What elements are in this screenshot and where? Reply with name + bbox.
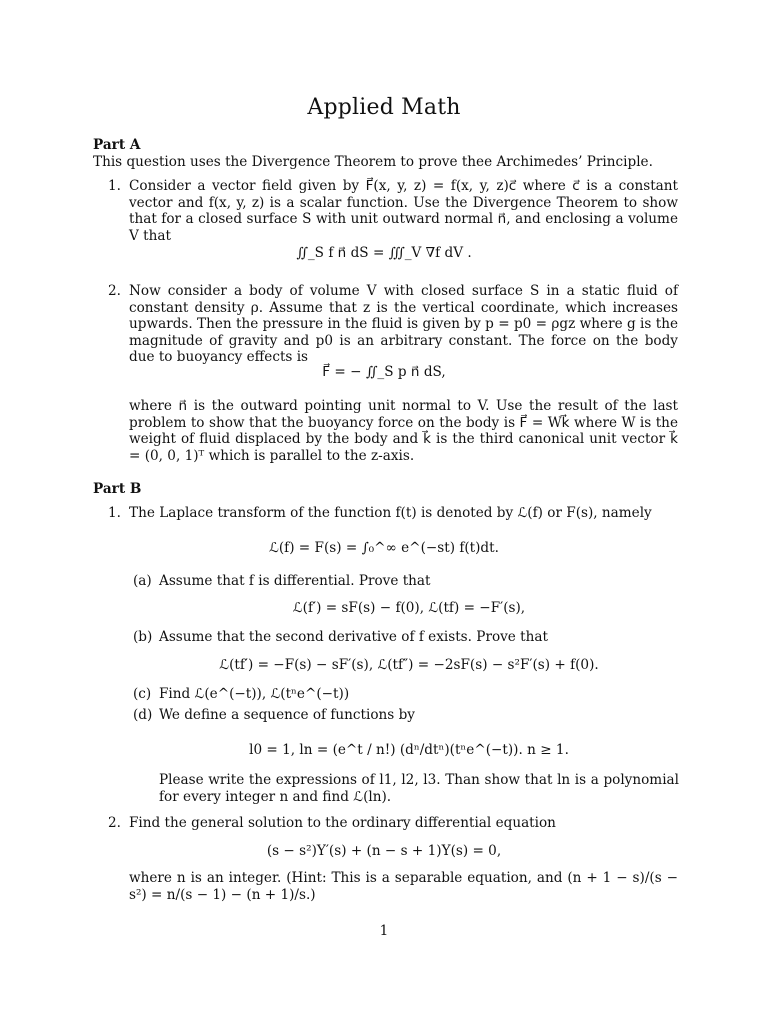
laplace-definition-equation: ℒ(f) = F(s) = ∫₀^∞ e^(−st) f(t)dt.	[269, 540, 499, 556]
part-a-heading: Part A	[93, 137, 141, 153]
subquestion-label: (c)	[133, 686, 152, 702]
question-text: where n is an integer. (Hint: This is a separable equation, and (n + 1 − s)/(s − s²) = n/(s − 1) − (n + 1)/s.)	[129, 870, 678, 903]
question-text: Find the general solution to the ordinary differential equation	[129, 815, 556, 831]
subquestion-c	[133, 686, 678, 703]
ode-equation: (s − s²)Y′(s) + (n − s + 1)Y(s) = 0,	[266, 843, 502, 859]
question-text: The Laplace transform of the function f(t) is denoted by ℒ(f) or F(s), namely	[129, 505, 652, 521]
part-a-intro: This question uses the Divergence Theorem to prove thee Archimedes’ Principle.	[93, 154, 653, 170]
subquestion-b-equation: ℒ(tf′) = −F(s) − sF′(s), ℒ(tf″) = −2sF(s) − s²F′(s) + f(0).	[219, 657, 599, 673]
question-number: 1.	[108, 178, 121, 194]
subquestion-a-equation: ℒ(f′) = sF(s) − f(0), ℒ(tf) = −F′(s),	[292, 600, 526, 616]
question-text: Now consider a body of volume V with closed surface S in a static fluid of constant density ρ. Assume that z is the vertical coordinate, which increases upwards. Then the pressure in the fluid is given by p = p0 = ρgz where g is the magnitude of gravity and p0 is an arbitrary constant. The force on the body due to buoyancy effects is	[129, 283, 678, 365]
subquestion-text: Assume that f is differential. Prove that	[159, 573, 431, 589]
subquestion-d-continued: Please write the expressions of l1, l2, l3. Than show that ln is a polynomial for every integer n and find ℒ(ln).	[159, 772, 679, 805]
question-number: 2.	[108, 283, 121, 299]
question-text: where n⃗ is the outward pointing unit normal to V. Use the result of the last problem to show that the buoyancy force on the body is F⃗ = Wk⃗ where W is the weight of fluid displaced by the body and k⃗ is the third canonical unit vector k⃗ = (0, 0, 1)ᵀ which is parallel to the z-axis.	[129, 398, 678, 464]
subquestion-text: Assume that the second derivative of f exists. Prove that	[159, 629, 548, 645]
buoyancy-force-equation: F⃗ = − ∬_S p n⃗ dS,	[322, 364, 446, 380]
subquestion-a	[133, 573, 678, 590]
subquestion-label: (b)	[133, 629, 153, 645]
divergence-equation: ∬_S f n⃗ dS = ∭_V ∇f dV .	[296, 245, 472, 261]
subquestion-text: We define a sequence of functions by	[159, 707, 415, 723]
subquestion-text: Find ℒ(e^(−t)), ℒ(tⁿe^(−t))	[159, 686, 350, 702]
subquestion-b	[133, 629, 678, 646]
page-number: 1	[379, 923, 389, 939]
document-title: Applied Math	[307, 95, 461, 120]
question-number: 1.	[108, 505, 121, 521]
subquestion-label: (d)	[133, 707, 153, 723]
question-text: Consider a vector field given by F⃗(x, y, z) = f(x, y, z)c⃗ where c⃗ is a constant vector and f(x, y, z) is a scalar function. Use the Divergence Theorem to show that for a closed surface S with unit outward normal n⃗, and enclosing a volume V that	[129, 178, 678, 244]
subquestion-label: (a)	[133, 573, 152, 589]
part-b-heading: Part B	[93, 481, 142, 497]
subquestion-d-equation: l0 = 1, ln = (e^t / n!) (dⁿ/dtⁿ)(tⁿe^(−t)). n ≥ 1.	[249, 742, 569, 758]
question-number: 2.	[108, 815, 121, 831]
subquestion-d	[133, 707, 678, 724]
